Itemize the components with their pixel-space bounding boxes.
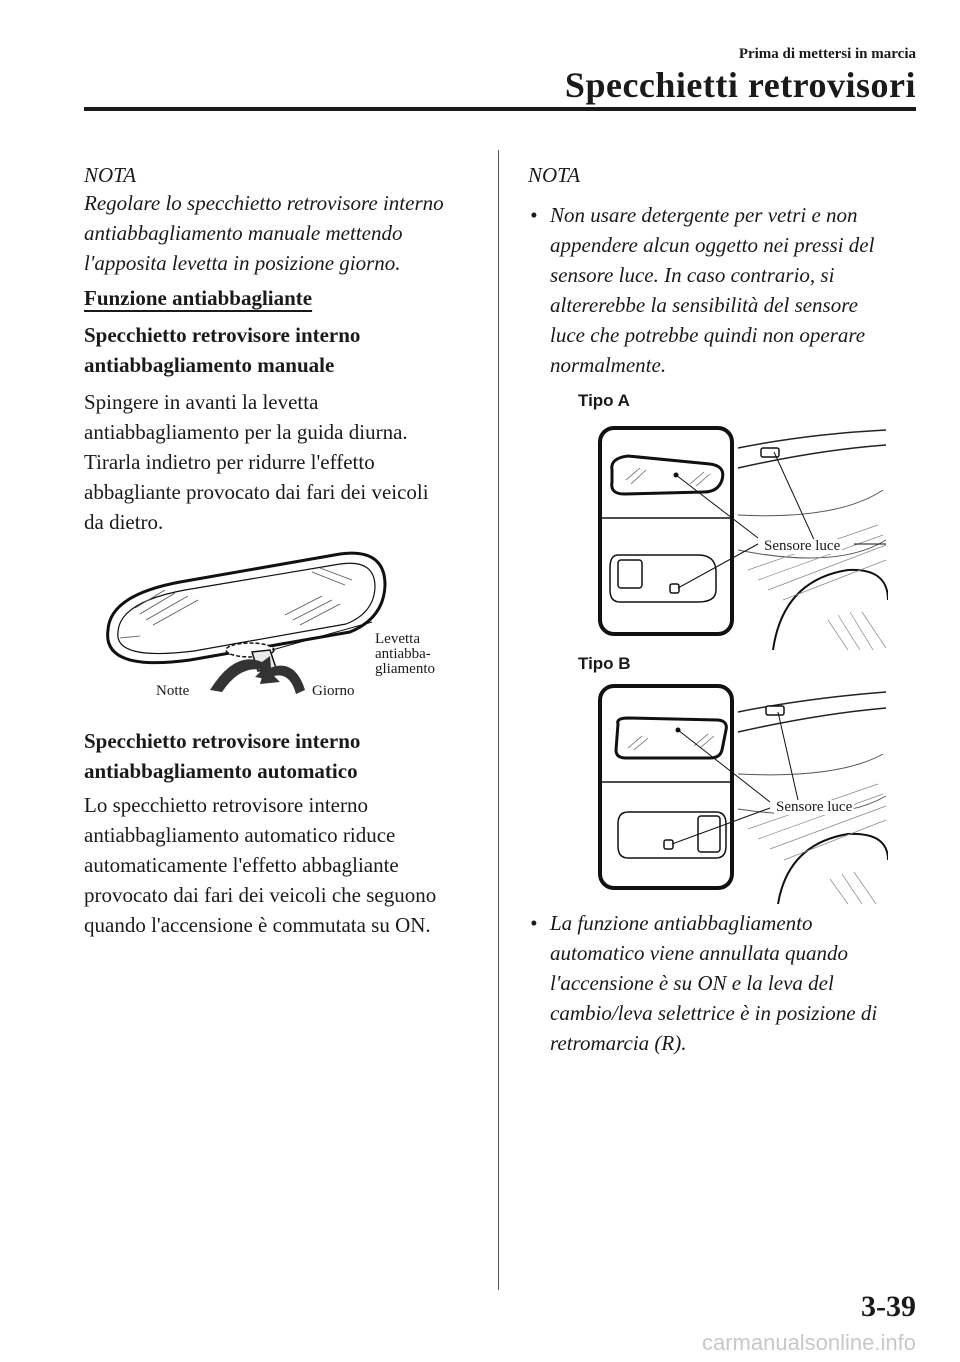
bullet-item: • Non usare detergente per vetri e non appendere alcun oggetto nei pressi del sensore luce. In caso contrario, si altererebbe la sensibilità del sensore luce che potrebbe quindi non operare normalmente.: [530, 203, 875, 377]
watermark: carmanualsonline.info: [701, 1330, 916, 1355]
manual-mirror-illustration: [90, 540, 470, 710]
type-b-label: Tipo B: [578, 654, 631, 673]
day-label: Giorno: [312, 683, 355, 699]
note-title-2: NOTA: [528, 163, 581, 187]
type-a-illustration: [598, 420, 888, 650]
sensor-label-a: Sensore luce: [764, 538, 841, 554]
bullet-item-2: • La funzione antiabbagliamento automatico viene annullata quando l'accensione è su ON e la leva del cambio/leva selettrice è in posizione di retromarcia (R).: [530, 911, 878, 1055]
type-b-illustration: [598, 684, 888, 904]
paragraph-manual: Spingere in avanti la levetta antiabbagliamento per la guida diurna. Tirarla indietro per ridurre l'effetto abbagliante provocato dai fari dei veicoli da dietro.: [84, 390, 429, 534]
section-label: Prima di mettersi in marcia: [738, 46, 916, 62]
night-label: Notte: [156, 683, 190, 699]
note-title: NOTA: [84, 163, 137, 187]
note-text: Regolare lo specchietto retrovisore interno antiabbagliamento manuale mettendo l'apposita levetta in posizione giorno.: [84, 191, 444, 275]
page-title: Specchietti retrovisori: [564, 65, 916, 105]
type-a-label: Tipo A: [578, 391, 630, 410]
column-divider: [498, 150, 499, 1290]
paragraph-automatic: Lo specchietto retrovisore interno antiabbagliamento automatico riduce automaticamente l'effetto abbagliante provocato dai fari dei veicoli che seguono quando l'accensione è commutata su ON.: [84, 793, 437, 937]
subheading-manual: Specchietto retrovisore interno antiabbagliamento manuale: [84, 323, 361, 377]
subheading-automatic: Specchietto retrovisore interno antiabbagliamento automatico: [84, 729, 361, 783]
page-number: 3-39: [861, 1290, 916, 1323]
header-rule: [84, 107, 916, 111]
lever-label: Levetta antiabba- gliamento: [375, 631, 435, 677]
section-heading: Funzione antiabbagliante: [84, 286, 313, 310]
sensor-label-b: Sensore luce: [776, 799, 853, 815]
